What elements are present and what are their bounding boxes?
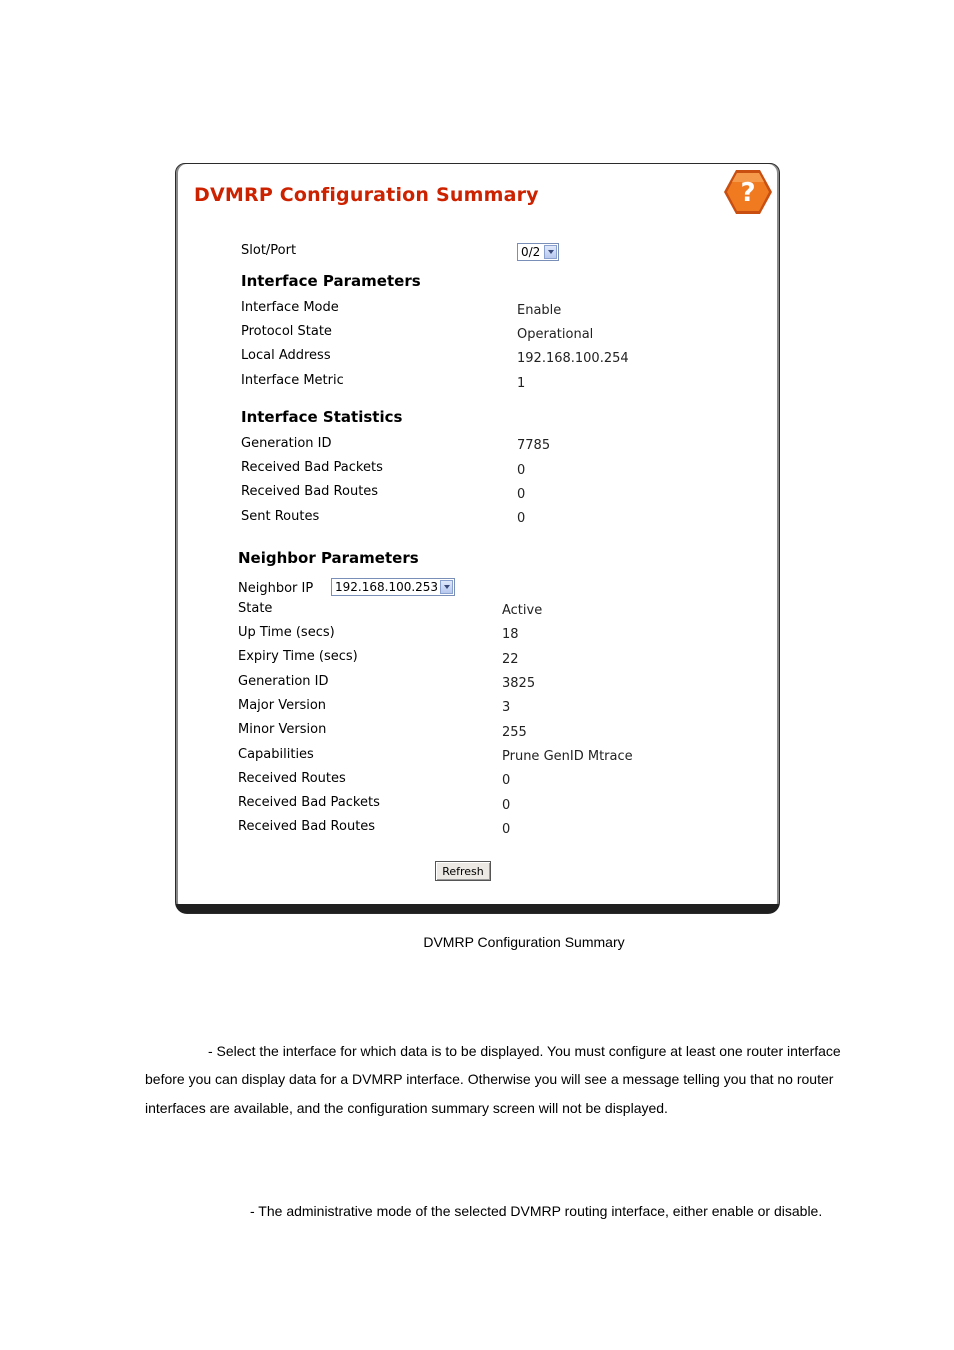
received-routes-value: 0 [502,773,511,788]
expiry-time-value: 22 [502,652,519,667]
generation-id-value: 7785 [517,438,551,453]
slot-port-description-line-1: - Select the interface for which data is to be displayed. You must configure at least one router interface [208,1043,841,1059]
neighbor-parameters-heading: Neighbor Parameters [238,549,419,567]
local-address-value: 192.168.100.254 [517,351,629,366]
interface-mode-value: Enable [517,303,562,318]
refresh-button[interactable]: Refresh [435,861,491,881]
sent-routes-label: Sent Routes [241,509,320,524]
up-time-value: 18 [502,627,519,642]
interface-metric-value: 1 [517,376,526,391]
interface-mode-description: - The administrative mode of the selected DVMRP routing interface, either enable or disable. [250,1203,823,1219]
neighbor-state-label: State [238,601,273,616]
neighbor-generation-id-label: Generation ID [238,674,329,689]
received-routes-label: Received Routes [238,771,346,786]
neighbor-ip-select[interactable] [331,578,455,596]
neighbor-received-bad-routes-label: Received Bad Routes [238,819,376,834]
capabilities-label: Capabilities [238,747,314,762]
slot-port-select[interactable] [517,243,559,261]
interface-parameters-heading: Interface Parameters [241,272,421,290]
neighbor-received-bad-routes-value: 0 [502,822,511,837]
up-time-label: Up Time (secs) [238,625,335,640]
neighbor-ip-label: Neighbor IP [238,581,314,596]
neighbor-state-value: Active [502,603,543,618]
neighbor-received-bad-packets-label: Received Bad Packets [238,795,380,810]
received-bad-routes-label: Received Bad Routes [241,484,379,499]
protocol-state-value: Operational [517,327,594,342]
config-summary-panel [175,163,780,914]
minor-version-value: 255 [502,725,527,740]
svg-text:?: ? [740,178,756,208]
major-version-label: Major Version [238,698,327,713]
minor-version-label: Minor Version [238,722,327,737]
received-bad-routes-value: 0 [517,487,526,502]
neighbor-generation-id-value: 3825 [502,676,536,691]
sent-routes-value: 0 [517,511,526,526]
chevron-down-icon[interactable] [544,245,557,259]
slot-port-description-line-2: before you can display data for a DVMRP interface. Otherwise you will see a message telling you that no router [145,1071,834,1087]
slot-port-selected: 0/2 [521,245,541,259]
slot-port-description-line-3: interfaces are available, and the configuration summary screen will not be displayed. [145,1100,668,1116]
expiry-time-label: Expiry Time (secs) [238,649,358,664]
generation-id-label: Generation ID [241,436,332,451]
help-icon[interactable] [722,168,774,216]
neighbor-ip-selected: 192.168.100.253 [335,580,439,594]
chevron-down-icon[interactable] [440,580,453,594]
interface-statistics-heading: Interface Statistics [241,408,403,426]
local-address-label: Local Address [241,348,331,363]
page-title: DVMRP Configuration Summary [194,184,539,206]
received-bad-packets-label: Received Bad Packets [241,460,383,475]
figure-caption: DVMRP Configuration Summary [423,934,625,950]
neighbor-received-bad-packets-value: 0 [502,798,511,813]
interface-metric-label: Interface Metric [241,373,344,388]
interface-mode-label: Interface Mode [241,300,339,315]
major-version-value: 3 [502,700,511,715]
capabilities-value: Prune GenID Mtrace [502,749,633,764]
slot-port-label: Slot/Port [241,243,297,258]
protocol-state-label: Protocol State [241,324,332,339]
received-bad-packets-value: 0 [517,463,526,478]
